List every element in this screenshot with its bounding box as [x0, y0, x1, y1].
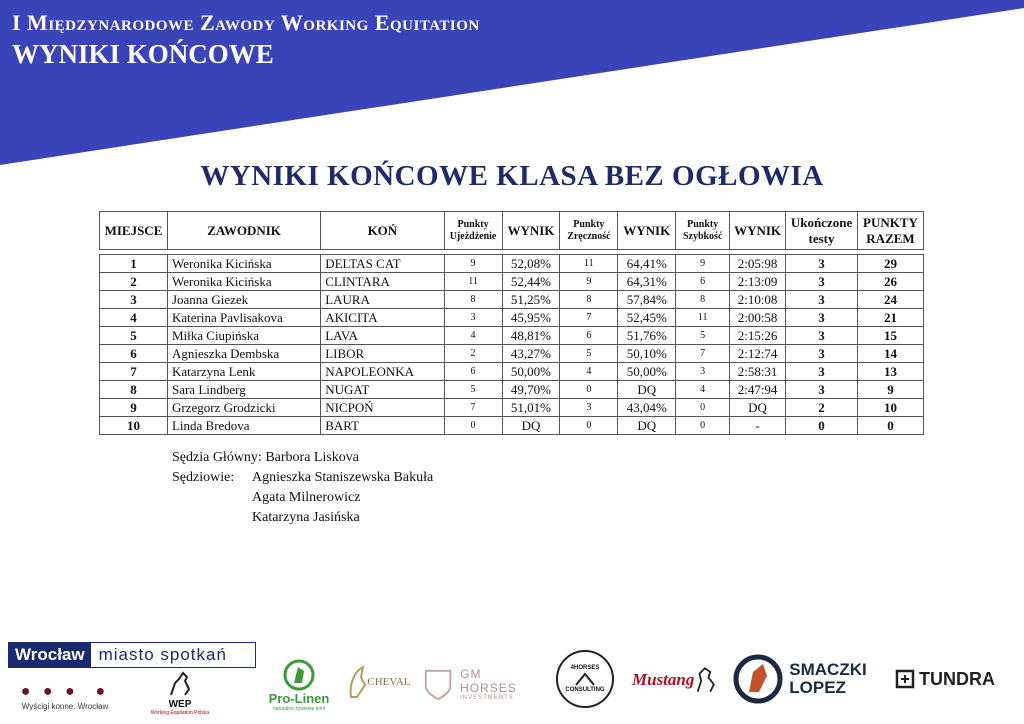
cell-ukonczone: 2 [786, 399, 858, 417]
header-title-line2: WYNIKI KOŃCOWE [12, 39, 274, 69]
rearing-horse-icon [694, 665, 716, 695]
cell-punkty-zrecznosc: 5 [560, 345, 618, 363]
table-row [100, 399, 924, 417]
header-razem: PUNKTY RAZEM [858, 212, 924, 250]
table-row [100, 327, 924, 345]
header-kon: KOŃ [321, 212, 444, 250]
cell-punkty-ujezdzenie: 6 [444, 363, 502, 381]
cell-wynik-1: 51,25% [502, 291, 560, 309]
cell-punkty-ujezdzenie: 8 [444, 291, 502, 309]
horse-head-icon [347, 665, 367, 699]
table-row [100, 345, 924, 363]
cell-ukonczone: 3 [786, 291, 858, 309]
cell-razem: 29 [858, 255, 924, 273]
cell-wynik-2: 52,45% [618, 309, 676, 327]
horse-rider-icon [165, 669, 195, 699]
cell-punkty-zrecznosc: 9 [560, 273, 618, 291]
cell-punkty-zrecznosc: 0 [560, 417, 618, 435]
cell-place: 10 [100, 417, 168, 435]
header-ukonczone: Ukończone testy [786, 212, 858, 250]
cell-wynik-1: 52,44% [502, 273, 560, 291]
cell-punkty-szybkosc: 4 [676, 381, 730, 399]
cell-rider: Weronika Kicińska [167, 273, 320, 291]
cell-punkty-zrecznosc: 8 [560, 291, 618, 309]
cell-wynik-1: 52,08% [502, 255, 560, 273]
cell-wynik-2: 43,04% [618, 399, 676, 417]
cell-punkty-ujezdzenie: 7 [444, 399, 502, 417]
cell-horse: NICPOŃ [321, 399, 444, 417]
cell-rider: Katerina Pavlisakova [167, 309, 320, 327]
cell-wynik-3: 2:00:58 [730, 309, 786, 327]
judge-name: Katarzyna Jasińska [252, 510, 360, 525]
header-wynik-3: WYNIK [730, 212, 786, 250]
cell-wynik-1: 49,70% [502, 381, 560, 399]
judge-name: Agnieszka Staniszewska Bakuła [252, 470, 434, 485]
cell-rider: Katarzyna Lenk [167, 363, 320, 381]
cell-wynik-2: DQ [618, 417, 676, 435]
cell-place: 6 [100, 345, 168, 363]
cell-punkty-szybkosc: 7 [676, 345, 730, 363]
cell-ukonczone: 3 [786, 381, 858, 399]
cell-razem: 0 [858, 417, 924, 435]
cell-punkty-szybkosc: 0 [676, 399, 730, 417]
chief-judge-label: Sędzia Główny: [172, 450, 262, 465]
cell-place: 4 [100, 309, 168, 327]
chief-judge-name: Barbora Liskova [265, 450, 360, 465]
cell-razem: 14 [858, 345, 924, 363]
4horses-logo: 4HORSES CONSULTING [556, 650, 614, 708]
cell-wynik-2: 50,00% [618, 363, 676, 381]
cell-rider: Sara Lindberg [167, 381, 320, 399]
cell-razem: 13 [858, 363, 924, 381]
cell-punkty-ujezdzenie: 3 [444, 309, 502, 327]
gm-horses-logo: GM HORSES INVESTMENTS [422, 664, 538, 704]
table-row [100, 381, 924, 399]
cell-punkty-zrecznosc: 7 [560, 309, 618, 327]
cell-razem: 24 [858, 291, 924, 309]
cell-punkty-ujezdzenie: 11 [444, 273, 502, 291]
cell-razem: 10 [858, 399, 924, 417]
cell-horse: CLINTARA [321, 273, 444, 291]
cell-place: 9 [100, 399, 168, 417]
sponsor-logos [0, 630, 1024, 724]
cell-rider: Agnieszka Dembska [167, 345, 320, 363]
cell-punkty-zrecznosc: 11 [560, 255, 618, 273]
cell-punkty-szybkosc: 5 [676, 327, 730, 345]
cell-wynik-3: - [730, 417, 786, 435]
cell-razem: 9 [858, 381, 924, 399]
cell-rider: Weronika Kicińska [167, 255, 320, 273]
cell-wynik-3: 2:47:94 [730, 381, 786, 399]
tundra-mark-icon [895, 669, 915, 689]
cell-wynik-2: 50,10% [618, 345, 676, 363]
cell-wynik-3: 2:58:31 [730, 363, 786, 381]
cell-rider: Linda Bredova [167, 417, 320, 435]
cell-horse: NAPOLEONKA [321, 363, 444, 381]
cell-horse: AKICITA [321, 309, 444, 327]
cell-wynik-1: 43,27% [502, 345, 560, 363]
cell-punkty-ujezdzenie: 4 [444, 327, 502, 345]
cell-wynik-3: DQ [730, 399, 786, 417]
table-row [100, 417, 924, 435]
cell-ukonczone: 0 [786, 417, 858, 435]
cell-ukonczone: 3 [786, 309, 858, 327]
cell-punkty-zrecznosc: 3 [560, 399, 618, 417]
cell-horse: BART [321, 417, 444, 435]
cheval-logo: CHEVAL [346, 664, 412, 700]
cell-punkty-szybkosc: 6 [676, 273, 730, 291]
table-row [100, 309, 924, 327]
shield-icon [422, 666, 454, 702]
cell-place: 2 [100, 273, 168, 291]
header-zawodnik: ZAWODNIK [167, 212, 320, 250]
cell-ukonczone: 3 [786, 255, 858, 273]
cell-rider: Joanna Giezek [167, 291, 320, 309]
cell-punkty-ujezdzenie: 2 [444, 345, 502, 363]
header-title [12, 8, 480, 70]
cell-place: 5 [100, 327, 168, 345]
cell-punkty-szybkosc: 0 [676, 417, 730, 435]
cell-ukonczone: 3 [786, 363, 858, 381]
header-punkty-zrecznosc: Punkty Zręczność [560, 212, 618, 250]
cell-wynik-2: DQ [618, 381, 676, 399]
prolinen-logo: Pro-Linen naturalne żywienie koni [268, 652, 330, 718]
cell-punkty-zrecznosc: 0 [560, 381, 618, 399]
cell-punkty-szybkosc: 3 [676, 363, 730, 381]
cell-wynik-3: 2:15:26 [730, 327, 786, 345]
tundra-logo: TUNDRA [890, 666, 1000, 692]
header-title-line1: I Międzynarodowe Zawody Working Equitation [12, 10, 480, 35]
cell-razem: 21 [858, 309, 924, 327]
cell-punkty-ujezdzenie: 5 [444, 381, 502, 399]
horse-badge-icon [733, 654, 783, 704]
header-miejsce: MIEJSCE [100, 212, 168, 250]
cell-wynik-1: 50,00% [502, 363, 560, 381]
header-punkty-szybkosc: Punkty Szybkość [676, 212, 730, 250]
cell-wynik-1: DQ [502, 417, 560, 435]
cell-wynik-1: 51,01% [502, 399, 560, 417]
cell-wynik-3: 2:10:08 [730, 291, 786, 309]
cell-wynik-3: 2:05:98 [730, 255, 786, 273]
cell-horse: DELTAS CAT [321, 255, 444, 273]
cell-rider: Grzegorz Grodzicki [167, 399, 320, 417]
cell-place: 8 [100, 381, 168, 399]
cell-wynik-3: 2:12:74 [730, 345, 786, 363]
cell-ukonczone: 3 [786, 345, 858, 363]
table-row [100, 363, 924, 381]
cell-punkty-szybkosc: 9 [676, 255, 730, 273]
header-wynik-1: WYNIK [502, 212, 560, 250]
judges-block [172, 448, 433, 528]
cell-rider: Miłka Ciupińska [167, 327, 320, 345]
house-icon [574, 671, 596, 687]
cell-place: 1 [100, 255, 168, 273]
cell-place: 3 [100, 291, 168, 309]
cell-ukonczone: 3 [786, 273, 858, 291]
cell-razem: 15 [858, 327, 924, 345]
cell-punkty-ujezdzenie: 0 [444, 417, 502, 435]
cell-ukonczone: 3 [786, 327, 858, 345]
cell-punkty-szybkosc: 8 [676, 291, 730, 309]
cell-place: 7 [100, 363, 168, 381]
judges-label: Sędziowie: [172, 470, 235, 485]
wep-logo: WEP Working Equitation Polska [150, 666, 210, 718]
page-title: WYNIKI KOŃCOWE KLASA BEZ OGŁOWIA [200, 160, 824, 192]
cell-wynik-2: 51,76% [618, 327, 676, 345]
table-header-row [100, 212, 924, 250]
cell-horse: LAURA [321, 291, 444, 309]
cell-wynik-2: 64,31% [618, 273, 676, 291]
table-row [100, 291, 924, 309]
table-row [100, 255, 924, 273]
wroclaw-logo: Wrocław miasto spotkań [8, 642, 256, 668]
mustang-logo: Mustang [632, 660, 716, 700]
judge-name: Agata Milnerowicz [252, 490, 361, 505]
smaczki-lopez-logo: SMACZKI LOPEZ [730, 652, 870, 706]
cell-horse: LAVA [321, 327, 444, 345]
header-wynik-2: WYNIK [618, 212, 676, 250]
cell-wynik-2: 57,84% [618, 291, 676, 309]
cell-punkty-zrecznosc: 4 [560, 363, 618, 381]
cell-wynik-2: 64,41% [618, 255, 676, 273]
cell-wynik-1: 45,95% [502, 309, 560, 327]
results-table [99, 211, 924, 435]
cell-punkty-zrecznosc: 6 [560, 327, 618, 345]
cell-punkty-szybkosc: 11 [676, 309, 730, 327]
table-row [100, 273, 924, 291]
cell-horse: NUGAT [321, 381, 444, 399]
cell-horse: LIBOR [321, 345, 444, 363]
cell-razem: 26 [858, 273, 924, 291]
cell-wynik-3: 2:13:09 [730, 273, 786, 291]
cell-wynik-1: 48,81% [502, 327, 560, 345]
horse-head-icon [282, 659, 316, 691]
header-punkty-ujezdzenie: Punkty Ujeżdżenie [444, 212, 502, 250]
wyscigi-logo: ● ● ● ● Wyścigi konne. Wrocław [20, 682, 110, 711]
cell-punkty-ujezdzenie: 9 [444, 255, 502, 273]
